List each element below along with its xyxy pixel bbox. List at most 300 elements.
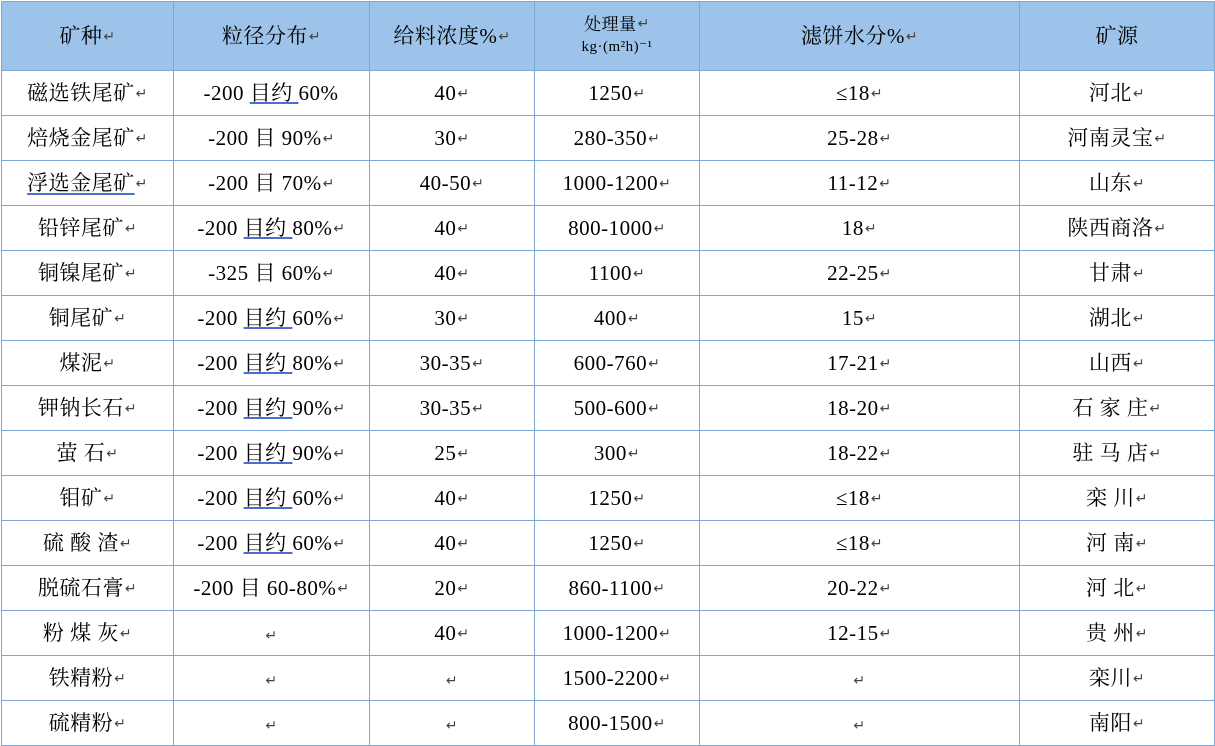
pilcrow-icon: ↵ xyxy=(119,534,133,551)
cell-ore-source xyxy=(1020,701,1215,746)
cell-particle-size-mesh: 目约 xyxy=(243,350,293,375)
cell-ore-type xyxy=(2,701,174,746)
table-row xyxy=(2,116,1215,161)
pilcrow-icon: ↵ xyxy=(498,27,511,44)
cell-feed-concentration-text: 20 xyxy=(434,575,457,600)
cell-ore-source xyxy=(1020,71,1215,116)
table-row xyxy=(2,71,1215,116)
cell-feed-concentration-text: 40 xyxy=(434,530,457,555)
cell-particle-size xyxy=(174,476,370,521)
pilcrow-icon: ↵ xyxy=(633,84,646,101)
cell-ore-source-text: 石 家 庄 xyxy=(1072,395,1149,420)
cell-particle-size-prefix: -200 xyxy=(197,485,244,510)
ore-parameters-table xyxy=(1,1,1215,746)
pilcrow-icon: ↵ xyxy=(124,219,138,236)
pilcrow-icon: ↵ xyxy=(124,399,138,416)
pilcrow-icon: ↵ xyxy=(627,444,641,461)
cell-particle-size xyxy=(174,341,370,386)
pilcrow-icon: ↵ xyxy=(135,84,148,101)
cell-capacity-text: 500-600 xyxy=(573,395,648,420)
pilcrow-icon: ↵ xyxy=(322,264,335,281)
cell-cake-moisture xyxy=(700,476,1020,521)
cell-feed-concentration xyxy=(370,701,535,746)
cell-ore-source xyxy=(1020,116,1215,161)
cell-particle-size-percent: 60% xyxy=(292,305,333,330)
cell-ore-source-text: 甘肃 xyxy=(1088,260,1132,285)
pilcrow-icon: ↵ xyxy=(333,444,346,461)
cell-particle-size-prefix: -325 xyxy=(208,260,255,285)
pilcrow-icon xyxy=(339,85,340,101)
cell-cake-moisture-text: 22-25 xyxy=(827,260,879,285)
cell-particle-size xyxy=(174,611,370,656)
pilcrow-icon: ↵ xyxy=(648,399,661,416)
cell-particle-size-percent: 60% xyxy=(281,260,322,285)
cell-ore-source-text: 山西 xyxy=(1088,350,1132,375)
cell-ore-type-text: 硫 酸 渣 xyxy=(42,530,119,555)
pilcrow-icon: ↵ xyxy=(337,579,350,596)
cell-cake-moisture-text: 20-22 xyxy=(827,575,879,600)
pilcrow-icon: ↵ xyxy=(853,716,866,733)
cell-cake-moisture xyxy=(700,206,1020,251)
cell-ore-type xyxy=(2,476,174,521)
cell-feed-concentration-text: 40 xyxy=(434,80,457,105)
pilcrow-icon: ↵ xyxy=(322,174,335,191)
pilcrow-icon: ↵ xyxy=(853,671,866,688)
cell-ore-type-text: 钾钠长石 xyxy=(37,395,124,420)
table-row xyxy=(2,566,1215,611)
cell-ore-source-text: 贵 州 xyxy=(1086,620,1135,645)
pilcrow-icon: ↵ xyxy=(864,219,878,236)
pilcrow-icon: ↵ xyxy=(1154,219,1167,236)
cell-capacity-text: 400 xyxy=(593,305,627,330)
pilcrow-icon: ↵ xyxy=(124,264,138,281)
cell-feed-concentration xyxy=(370,71,535,116)
cell-ore-type-text: 脱硫石膏 xyxy=(37,575,124,600)
column-header-capacity xyxy=(535,2,700,71)
cell-particle-size-prefix: -200 xyxy=(197,350,244,375)
cell-capacity xyxy=(535,431,700,476)
cell-ore-source-text: 河 北 xyxy=(1086,575,1135,600)
cell-cake-moisture xyxy=(700,341,1020,386)
cell-ore-source xyxy=(1020,521,1215,566)
pilcrow-icon: ↵ xyxy=(135,174,148,191)
cell-cake-moisture xyxy=(700,116,1020,161)
cell-ore-source xyxy=(1020,296,1215,341)
cell-feed-concentration-text: 25 xyxy=(434,440,457,465)
cell-ore-type xyxy=(2,341,174,386)
cell-cake-moisture xyxy=(700,386,1020,431)
pilcrow-icon: ↵ xyxy=(879,624,892,641)
cell-capacity xyxy=(535,566,700,611)
pilcrow-icon: ↵ xyxy=(114,669,127,686)
cell-feed-concentration-text: 30-35 xyxy=(419,350,472,375)
cell-cake-moisture-text: ≤18 xyxy=(835,530,870,555)
column-header-cake-moisture xyxy=(700,2,1020,71)
pilcrow-icon: ↵ xyxy=(1132,669,1146,686)
cell-ore-type-text: 焙烧金尾矿 xyxy=(27,125,135,150)
pilcrow-icon: ↵ xyxy=(1135,579,1148,596)
cell-capacity xyxy=(535,296,700,341)
cell-particle-size xyxy=(174,431,370,476)
cell-capacity-text: 1100 xyxy=(588,260,632,285)
cell-particle-size xyxy=(174,656,370,701)
pilcrow-icon: ↵ xyxy=(1132,714,1146,731)
cell-ore-type-text: 磁选铁尾矿 xyxy=(27,80,135,105)
cell-ore-source-text: 陕西商洛 xyxy=(1067,215,1154,240)
pilcrow-icon: ↵ xyxy=(627,309,641,326)
cell-feed-concentration xyxy=(370,476,535,521)
pilcrow-icon: ↵ xyxy=(879,129,892,146)
cell-cake-moisture xyxy=(700,296,1020,341)
cell-feed-concentration xyxy=(370,296,535,341)
cell-cake-moisture-text: 18 xyxy=(841,215,864,240)
pilcrow-icon: ↵ xyxy=(103,27,116,44)
cell-cake-moisture xyxy=(700,566,1020,611)
cell-feed-concentration-text: 30-35 xyxy=(419,395,472,420)
pilcrow-icon: ↵ xyxy=(457,264,470,281)
pilcrow-icon: ↵ xyxy=(659,669,672,686)
cell-capacity-text: 300 xyxy=(593,440,627,465)
pilcrow-icon: ↵ xyxy=(864,309,878,326)
cell-ore-source-text: 河 南 xyxy=(1086,530,1135,555)
table-row xyxy=(2,611,1215,656)
column-header-capacity-label: 处理量↵ xyxy=(584,14,650,34)
column-header-particle-size-label: 粒径分布 xyxy=(221,23,308,48)
cell-capacity xyxy=(535,116,700,161)
pilcrow-icon: ↵ xyxy=(659,174,672,191)
cell-feed-concentration-text: 40-50 xyxy=(419,170,472,195)
cell-ore-source-text: 湖北 xyxy=(1088,305,1132,330)
pilcrow-icon: ↵ xyxy=(124,579,138,596)
cell-particle-size xyxy=(174,116,370,161)
cell-feed-concentration-text: 40 xyxy=(434,215,457,240)
cell-ore-source-text: 河南灵宝 xyxy=(1067,125,1154,150)
cell-ore-type xyxy=(2,296,174,341)
pilcrow-icon: ↵ xyxy=(457,84,470,101)
cell-feed-concentration-text: 30 xyxy=(434,305,457,330)
pilcrow-icon: ↵ xyxy=(653,579,666,596)
pilcrow-icon: ↵ xyxy=(114,714,127,731)
table-row xyxy=(2,431,1215,476)
cell-ore-source-text: 山东 xyxy=(1088,170,1132,195)
table-row xyxy=(2,521,1215,566)
cell-particle-size xyxy=(174,161,370,206)
pilcrow-icon: ↵ xyxy=(265,626,278,643)
cell-particle-size-prefix: -200 xyxy=(197,395,244,420)
cell-feed-concentration xyxy=(370,251,535,296)
pilcrow-icon: ↵ xyxy=(265,671,278,688)
pilcrow-icon: ↵ xyxy=(333,219,346,236)
cell-cake-moisture xyxy=(700,611,1020,656)
cell-ore-source xyxy=(1020,341,1215,386)
cell-cake-moisture xyxy=(700,521,1020,566)
cell-feed-concentration-text: 30 xyxy=(434,125,457,150)
cell-ore-source-text: 南阳 xyxy=(1088,710,1132,735)
cell-particle-size xyxy=(174,566,370,611)
cell-ore-type-text: 萤 石 xyxy=(56,440,106,465)
pilcrow-icon: ↵ xyxy=(119,624,133,641)
pilcrow-icon: ↵ xyxy=(457,219,470,236)
pilcrow-icon: ↵ xyxy=(1135,534,1148,551)
cell-particle-size xyxy=(174,251,370,296)
document-sheet xyxy=(0,1,1215,745)
cell-capacity xyxy=(535,161,700,206)
cell-particle-size-percent: 70% xyxy=(281,170,322,195)
pilcrow-icon: ↵ xyxy=(457,579,470,596)
table-header-row xyxy=(2,2,1215,71)
pilcrow-icon: ↵ xyxy=(333,489,346,506)
pilcrow-icon: ↵ xyxy=(1132,264,1146,281)
table-row xyxy=(2,341,1215,386)
pilcrow-icon: ↵ xyxy=(333,309,346,326)
pilcrow-icon: ↵ xyxy=(106,444,119,461)
table-row xyxy=(2,296,1215,341)
pilcrow-icon: ↵ xyxy=(879,264,892,281)
cell-ore-type-text: 铅锌尾矿 xyxy=(37,215,124,240)
column-header-ore-source xyxy=(1020,2,1215,71)
pilcrow-icon: ↵ xyxy=(633,534,646,551)
table-row xyxy=(2,161,1215,206)
pilcrow-icon: ↵ xyxy=(1132,174,1146,191)
cell-ore-type xyxy=(2,431,174,476)
cell-cake-moisture-text: 12-15 xyxy=(827,620,879,645)
cell-ore-source-text: 驻 马 店 xyxy=(1072,440,1149,465)
cell-particle-size-percent: 90% xyxy=(281,125,322,150)
pilcrow-icon: ↵ xyxy=(114,309,127,326)
pilcrow-icon: ↵ xyxy=(1132,354,1146,371)
pilcrow-icon: ↵ xyxy=(648,129,661,146)
cell-particle-size-mesh: 目 xyxy=(239,575,267,600)
cell-ore-type-text: 铜镍尾矿 xyxy=(37,260,124,285)
cell-ore-source xyxy=(1020,251,1215,296)
pilcrow-icon: ↵ xyxy=(135,129,148,146)
cell-capacity-text: 1500-2200 xyxy=(562,665,659,690)
cell-ore-type xyxy=(2,566,174,611)
cell-ore-source-text: 栾 川 xyxy=(1086,485,1135,510)
cell-ore-type-text: 硫精粉 xyxy=(48,710,114,735)
cell-particle-size-prefix: -200 xyxy=(197,440,244,465)
pilcrow-icon: ↵ xyxy=(472,399,485,416)
cell-feed-concentration xyxy=(370,116,535,161)
cell-ore-type xyxy=(2,656,174,701)
pilcrow-icon: ↵ xyxy=(633,489,646,506)
cell-capacity xyxy=(535,611,700,656)
cell-particle-size-prefix: -200 xyxy=(193,575,240,600)
cell-particle-size-prefix: -200 xyxy=(197,305,244,330)
pilcrow-icon: ↵ xyxy=(905,27,919,44)
cell-capacity xyxy=(535,701,700,746)
cell-capacity-text: 1250 xyxy=(588,80,633,105)
cell-feed-concentration-text: 40 xyxy=(434,620,457,645)
cell-particle-size-percent: 90% xyxy=(292,440,333,465)
cell-feed-concentration xyxy=(370,656,535,701)
cell-capacity xyxy=(535,386,700,431)
pilcrow-icon: ↵ xyxy=(472,174,485,191)
pilcrow-icon: ↵ xyxy=(322,129,335,146)
cell-particle-size-mesh: 目约 xyxy=(243,395,293,420)
cell-ore-type xyxy=(2,161,174,206)
cell-ore-source-text: 河北 xyxy=(1088,80,1132,105)
cell-particle-size-prefix: -200 xyxy=(208,170,255,195)
pilcrow-icon: ↵ xyxy=(659,624,672,641)
pilcrow-icon: ↵ xyxy=(633,264,646,281)
cell-particle-size-percent: 90% xyxy=(292,395,333,420)
pilcrow-icon: ↵ xyxy=(457,309,470,326)
cell-ore-source-text: 栾川 xyxy=(1088,665,1132,690)
cell-ore-source xyxy=(1020,206,1215,251)
column-header-ore-type-label: 矿种 xyxy=(59,23,103,48)
cell-particle-size xyxy=(174,296,370,341)
table-header xyxy=(2,2,1215,71)
cell-particle-size-prefix: -200 xyxy=(197,530,244,555)
cell-ore-type-text: 钼矿 xyxy=(59,485,103,510)
cell-ore-type xyxy=(2,116,174,161)
cell-particle-size-mesh: 目约 xyxy=(243,530,293,555)
cell-feed-concentration xyxy=(370,206,535,251)
cell-particle-size xyxy=(174,206,370,251)
cell-cake-moisture-text: ≤18 xyxy=(835,80,870,105)
cell-particle-size xyxy=(174,701,370,746)
cell-capacity-text: 800-1000 xyxy=(568,215,653,240)
cell-particle-size-percent: 60% xyxy=(298,80,339,105)
cell-ore-type xyxy=(2,386,174,431)
cell-capacity-text: 600-760 xyxy=(573,350,648,375)
pilcrow-icon: ↵ xyxy=(637,14,650,31)
cell-feed-concentration xyxy=(370,386,535,431)
cell-ore-source xyxy=(1020,656,1215,701)
column-header-ore-type xyxy=(2,2,174,71)
column-header-capacity-unit: kg·(m²h)⁻¹ xyxy=(581,39,653,56)
cell-feed-concentration xyxy=(370,341,535,386)
cell-ore-type xyxy=(2,521,174,566)
cell-particle-size-percent: 60-80% xyxy=(266,575,337,600)
cell-feed-concentration xyxy=(370,611,535,656)
cell-particle-size-mesh: 目约 xyxy=(243,215,293,240)
cell-particle-size-mesh: 目 xyxy=(254,260,282,285)
pilcrow-icon: ↵ xyxy=(1149,399,1162,416)
column-header-feed-concentration xyxy=(370,2,535,71)
cell-cake-moisture-text: 15 xyxy=(841,305,864,330)
cell-cake-moisture-text: 18-22 xyxy=(827,440,879,465)
table-body xyxy=(2,71,1215,746)
cell-capacity xyxy=(535,521,700,566)
cell-cake-moisture xyxy=(700,701,1020,746)
cell-cake-moisture-text: 18-20 xyxy=(827,395,879,420)
cell-feed-concentration xyxy=(370,521,535,566)
cell-capacity xyxy=(535,341,700,386)
cell-particle-size-mesh: 目约 xyxy=(243,305,293,330)
pilcrow-icon: ↵ xyxy=(457,129,470,146)
pilcrow-icon: ↵ xyxy=(333,354,346,371)
cell-ore-source xyxy=(1020,386,1215,431)
pilcrow-icon: ↵ xyxy=(265,716,278,733)
cell-feed-concentration xyxy=(370,161,535,206)
pilcrow-icon: ↵ xyxy=(879,174,892,191)
cell-ore-type xyxy=(2,71,174,116)
pilcrow-icon: ↵ xyxy=(333,399,346,416)
pilcrow-icon: ↵ xyxy=(1135,489,1148,506)
cell-ore-type-text: 煤泥 xyxy=(59,350,103,375)
cell-cake-moisture xyxy=(700,71,1020,116)
cell-capacity-text: 280-350 xyxy=(573,125,648,150)
pilcrow-icon: ↵ xyxy=(1154,129,1167,146)
cell-cake-moisture xyxy=(700,161,1020,206)
cell-particle-size xyxy=(174,521,370,566)
column-header-particle-size xyxy=(174,2,370,71)
cell-cake-moisture-text: 11-12 xyxy=(827,170,879,195)
cell-particle-size-prefix: -200 xyxy=(197,215,244,240)
cell-ore-type xyxy=(2,611,174,656)
cell-particle-size-mesh: 目约 xyxy=(243,485,293,510)
pilcrow-icon: ↵ xyxy=(445,671,459,688)
cell-capacity-text: 800-1500 xyxy=(568,710,653,735)
cell-capacity xyxy=(535,656,700,701)
table-row xyxy=(2,206,1215,251)
pilcrow-icon: ↵ xyxy=(333,534,346,551)
cell-particle-size-mesh: 目约 xyxy=(249,80,299,105)
pilcrow-icon: ↵ xyxy=(472,354,485,371)
cell-particle-size-prefix: -200 xyxy=(203,80,250,105)
cell-ore-type-text: 粉 煤 灰 xyxy=(42,620,119,645)
cell-ore-source xyxy=(1020,566,1215,611)
pilcrow-icon: ↵ xyxy=(879,354,892,371)
cell-particle-size-mesh: 目约 xyxy=(243,440,293,465)
cell-particle-size xyxy=(174,386,370,431)
pilcrow-icon: ↵ xyxy=(879,579,892,596)
cell-particle-size xyxy=(174,71,370,116)
cell-capacity-text: 1250 xyxy=(588,530,633,555)
cell-capacity xyxy=(535,206,700,251)
table-row xyxy=(2,386,1215,431)
pilcrow-icon: ↵ xyxy=(879,399,892,416)
cell-ore-type xyxy=(2,206,174,251)
cell-ore-source xyxy=(1020,431,1215,476)
cell-particle-size-prefix: -200 xyxy=(208,125,255,150)
cell-particle-size-mesh: 目 xyxy=(254,125,282,150)
cell-capacity-text: 1000-1200 xyxy=(562,170,659,195)
pilcrow-icon: ↵ xyxy=(457,489,470,506)
pilcrow-icon: ↵ xyxy=(457,444,470,461)
pilcrow-icon: ↵ xyxy=(879,444,892,461)
cell-capacity-text: 860-1100 xyxy=(568,575,653,600)
pilcrow-icon: ↵ xyxy=(653,219,666,236)
cell-capacity-text: 1000-1200 xyxy=(562,620,659,645)
pilcrow-icon: ↵ xyxy=(457,624,470,641)
column-header-cake-moisture-label: 滤饼水分% xyxy=(800,23,905,48)
cell-capacity xyxy=(535,476,700,521)
pilcrow-icon: ↵ xyxy=(648,354,661,371)
cell-cake-moisture-text: 25-28 xyxy=(827,125,879,150)
cell-capacity xyxy=(535,251,700,296)
cell-capacity xyxy=(535,71,700,116)
cell-ore-type-text: 浮选金尾矿 xyxy=(27,170,135,195)
pilcrow-icon: ↵ xyxy=(870,84,884,101)
cell-particle-size-percent: 80% xyxy=(292,350,333,375)
column-header-ore-source-label: 矿源 xyxy=(1095,23,1139,48)
cell-cake-moisture-text: ≤18 xyxy=(835,485,870,510)
pilcrow-icon: ↵ xyxy=(653,714,666,731)
pilcrow-icon: ↵ xyxy=(1135,624,1148,641)
cell-feed-concentration-text: 40 xyxy=(434,485,457,510)
table-row xyxy=(2,701,1215,746)
cell-particle-size-percent: 60% xyxy=(292,530,333,555)
pilcrow-icon: ↵ xyxy=(103,489,116,506)
cell-cake-moisture xyxy=(700,656,1020,701)
pilcrow-icon: ↵ xyxy=(870,489,884,506)
column-header-feed-concentration-label: 给料浓度% xyxy=(393,23,498,48)
table-row xyxy=(2,656,1215,701)
cell-capacity-text: 1250 xyxy=(588,485,633,510)
